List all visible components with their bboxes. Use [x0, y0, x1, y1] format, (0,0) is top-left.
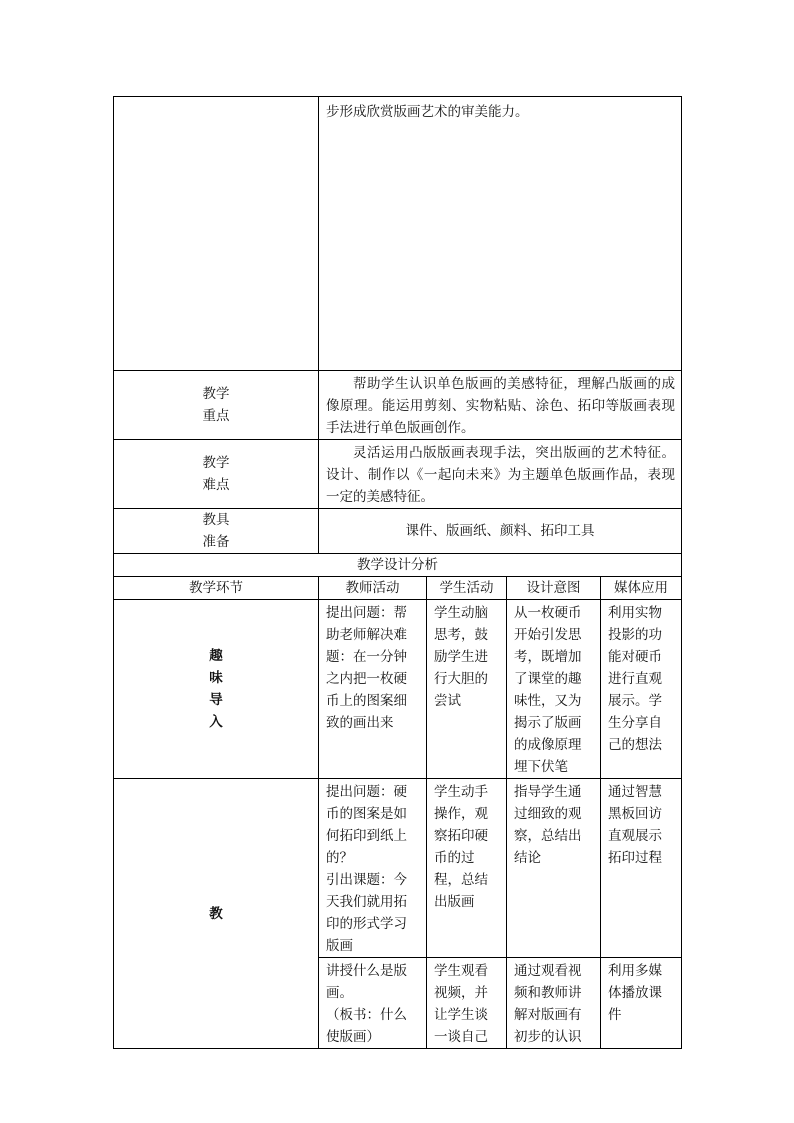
media-cell — [601, 600, 682, 779]
objectives-row — [114, 97, 682, 371]
difficulty-text-cell — [319, 440, 682, 509]
difficulty-text: 灵活运用凸版版画表现手法，突出版画的艺术特征。设计、制作以《一起向未来》为主题单色版画作品，表现一定的美感特征。 — [326, 445, 675, 505]
intent-cell — [507, 779, 601, 958]
header-stage: 教学环节 — [114, 577, 319, 600]
tools-row — [114, 509, 682, 554]
tools-text: 课件、版画纸、颜料、拓印工具 — [405, 523, 595, 539]
stage-cell — [114, 600, 319, 779]
design-title-row — [114, 554, 682, 577]
student-cell — [427, 958, 507, 1049]
header-teacher: 教师活动 — [319, 577, 427, 600]
header-intent: 设计意图 — [507, 577, 601, 600]
intent-cell — [507, 600, 601, 779]
lesson-plan-table — [113, 96, 682, 1049]
stage-cell — [114, 779, 319, 1049]
design-intent: 通过观看视频和教师讲解对版画有初步的认识 — [514, 963, 582, 1045]
design-title: 教学设计分析 — [114, 554, 682, 577]
difficulty-label-line2: 难点 — [202, 477, 230, 493]
teacher-cell — [319, 600, 427, 779]
intent-cell — [507, 958, 601, 1049]
teacher-activity: 讲授什么是版画。 （板书：什么使版画） — [326, 963, 407, 1045]
teacher-cell — [319, 779, 427, 958]
table-row — [114, 600, 682, 779]
teacher-activity: 提出问题：硬币的图案是如何拓印到纸上的？ 引出课题：今天我们就用拓印的形式学习版画 — [326, 784, 407, 954]
teacher-activity: 提出问题：帮助老师解决难题：在一分钟之内把一枚硬币上的图案细致的画出来 — [326, 605, 407, 731]
tools-label — [114, 509, 319, 554]
media-cell — [601, 958, 682, 1049]
difficulty-row — [114, 440, 682, 509]
student-activity: 学生动脑思考，鼓励学生进行大胆的尝试 — [434, 605, 488, 709]
tools-text-cell — [319, 509, 682, 554]
media-use: 利用实物投影的功能对硬币进行直观展示。学生分享自己的想法 — [608, 605, 662, 753]
header-media: 媒体应用 — [601, 577, 682, 600]
focus-text: 帮助学生认识单色版画的美感特征，理解凸版画的成像原理。能运用剪刻、实物粘贴、涂色、拓印等版画表现手法进行单色版画创作。 — [326, 376, 675, 436]
focus-row — [114, 371, 682, 440]
header-row — [114, 577, 682, 600]
header-student: 学生活动 — [427, 577, 507, 600]
student-activity: 学生动手操作，观察拓印硬币的过程，总结出版画 — [434, 784, 488, 910]
focus-label-line2: 重点 — [202, 408, 230, 424]
stage-label: 教 — [209, 905, 223, 922]
student-cell — [427, 779, 507, 958]
media-use: 通过智慧黑板回访直观展示拓印过程 — [608, 784, 662, 866]
difficulty-label-line1: 教学 — [202, 455, 230, 471]
table-row — [114, 779, 682, 958]
difficulty-label — [114, 440, 319, 509]
objectives-label-cell — [114, 97, 319, 371]
design-intent: 指导学生通过细致的观察，总结出结论 — [514, 784, 582, 866]
stage-label: 趣 味 导 入 — [209, 648, 223, 730]
objectives-text-cell — [319, 97, 682, 371]
teacher-cell — [319, 958, 427, 1049]
focus-text-cell — [319, 371, 682, 440]
media-cell — [601, 779, 682, 958]
objectives-text: 步形成欣赏版画艺术的审美能力。 — [326, 104, 529, 120]
focus-label — [114, 371, 319, 440]
tools-label-line1: 教具 — [202, 512, 230, 528]
design-intent: 从一枚硬币开始引发思考，既增加了课堂的趣味性，又为揭示了版画的成像原理埋下伏笔 — [514, 605, 582, 775]
student-cell — [427, 600, 507, 779]
tools-label-line2: 准备 — [202, 534, 230, 550]
student-activity: 学生观看视频，并让学生谈一谈自己 — [434, 963, 488, 1045]
focus-label-line1: 教学 — [202, 386, 230, 402]
media-use: 利用多媒体播放课件 — [608, 963, 662, 1023]
